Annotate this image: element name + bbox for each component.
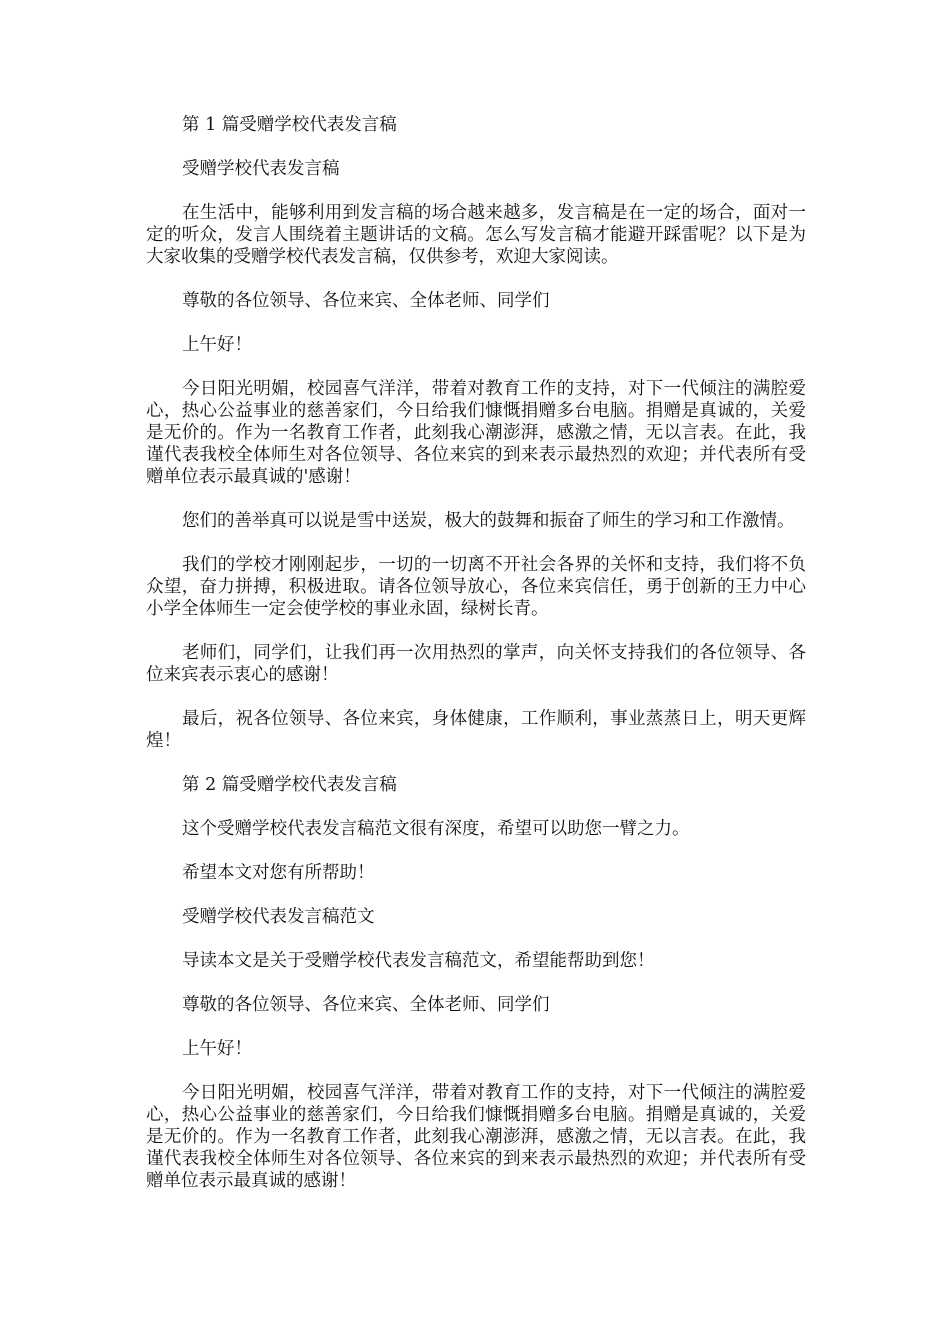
speech-title-1: 受赠学校代表发言稿 (182, 159, 340, 179)
guide-line: 导读本文是关于受赠学校代表发言稿范文，希望能帮助到您！ (182, 951, 655, 971)
body-paragraph-4: 老师们，同学们，让我们再一次用热烈的掌声，向关怀支持我们的各位领导、各位来宾表示衷心的感谢！ (146, 643, 806, 685)
summary-line: 这个受赠学校代表发言稿范文很有深度，希望可以助您一臂之力。 (182, 819, 690, 839)
greeting-2: 上午好！ (182, 1039, 252, 1059)
wish-line: 希望本文对您有所帮助！ (182, 863, 375, 883)
salutation-1: 尊敬的各位领导、各位来宾、全体老师、同学们 (182, 291, 550, 311)
document-body (146, 114, 806, 1214)
body-paragraph-1: 今日阳光明媚，校园喜气洋洋，带着对教育工作的支持，对下一代倾注的满腔爱心，热心公益事业的慈善家们，今日给我们慷慨捐赠多台电脑。捐赠是真诚的，关爱是无价的。作为一名教育工作者，此刻我心潮澎湃，感激之情，无以言表。在此，我谨代表我校全体师生对各位领导、各位来宾的到来表示最热烈的欢迎；并代表所有受赠单位表示最真诚的'感谢！ (146, 379, 806, 487)
closing-paragraph-1: 最后，祝各位领导、各位来宾，身体健康，工作顺利，事业蒸蒸日上，明天更辉煌！ (146, 709, 806, 751)
intro-paragraph: 在生活中，能够利用到发言稿的场合越来越多，发言稿是在一定的场合，面对一定的听众，发言人围绕着主题讲话的文稿。怎么写发言稿才能避开踩雷呢？以下是为大家收集的受赠学校代表发言稿，仅供参考，欢迎大家阅读。 (146, 203, 806, 267)
section-title-2: 第 2 篇受赠学校代表发言稿 (182, 775, 397, 795)
greeting-1: 上午好！ (182, 335, 252, 355)
salutation-2: 尊敬的各位领导、各位来宾、全体老师、同学们 (182, 995, 550, 1015)
body-paragraph-3: 我们的学校才刚刚起步，一切的一切离不开社会各界的关怀和支持，我们将不负众望，奋力拼搏，积极进取。请各位领导放心，各位来宾信任，勇于创新的王力中心小学全体师生一定会使学校的事业永固，绿树长青。 (146, 555, 806, 619)
section-title-1: 第 1 篇受赠学校代表发言稿 (182, 115, 397, 135)
body-paragraph-5: 今日阳光明媚，校园喜气洋洋，带着对教育工作的支持，对下一代倾注的满腔爱心，热心公益事业的慈善家们，今日给我们慷慨捐赠多台电脑。捐赠是真诚的，关爱是无价的。作为一名教育工作者，此刻我心潮澎湃，感激之情，无以言表。在此，我谨代表我校全体师生对各位领导、各位来宾的到来表示最热烈的欢迎；并代表所有受赠单位表示最真诚的感谢！ (146, 1083, 806, 1191)
body-paragraph-2: 您们的善举真可以说是雪中送炭，极大的鼓舞和振奋了师生的学习和工作激情。 (182, 511, 795, 531)
speech-title-2: 受赠学校代表发言稿范文 (182, 907, 375, 927)
